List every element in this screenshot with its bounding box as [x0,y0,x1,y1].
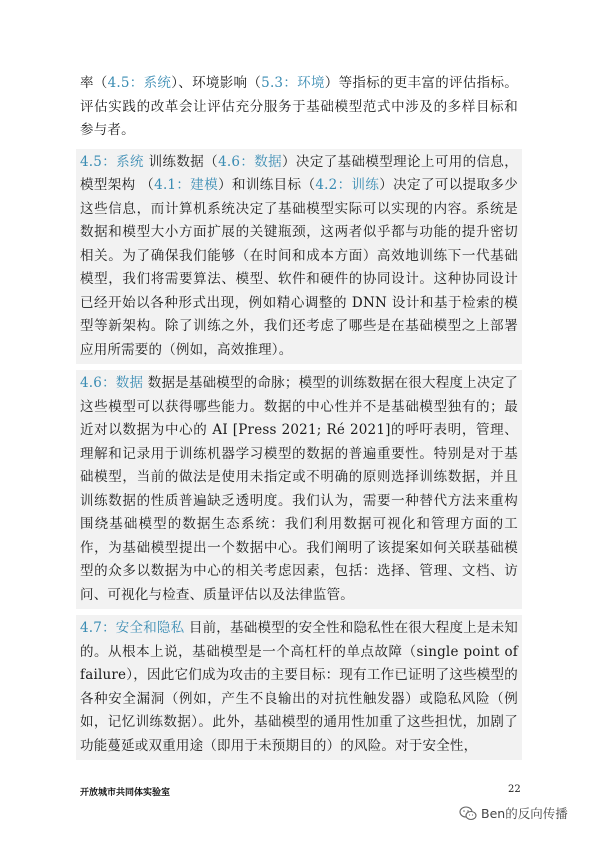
section-link[interactable]: 4.1：建模 [154,177,219,193]
paragraph-text: 数据是基础模型的命脉；模型的训练数据在很大程度上决定了这些模型可以获得哪些能力。数据的中心性并不是基础模型独有的；最近对以数据为中心的 AI [Press 2021; Ré 2021]的呼吁表明，管理、理解和记录用于训练机器学习模型的数据的普遍重要性。特别是对于基础模型，当前的做法是使用未指定或不明确的原则选择训练数据，并且训练数据的性质普遍缺乏透明度。我们认为，需要一种替代方法来重构围绕基础模型的数据生态系统：我们利用数据可视化和管理方面的工作，为基础模型提出一个数据中心。我们阐明了该提案如何关联基础模型的众多以数据为中心的相关考虑因素，包括：选择、管理、文档、访问、可视化与检查、质量评估以及法律监管。 [80,375,519,603]
paragraph-text: ）决定了基础模型理论上可用的信息，模型架构 （ [80,153,518,193]
section-link[interactable]: 4.6：数据 [218,153,283,170]
paragraph-text: 训练数据（ [143,153,219,170]
paragraph-text: 率（ [80,75,108,91]
paragraph-intro [80,72,518,143]
paragraph-text: ）和训练目标（ [218,177,316,193]
footer-lab-name: 开放城市共同体实验室 [80,788,171,798]
section-link[interactable]: 4.7：安全和隐私 [80,620,185,636]
paragraph-section-4-7 [76,615,522,760]
document-body [80,72,518,760]
paragraph-text: 目前，基础模型的安全性和隐私性在很大程度上是未知的。从根本上说，基础模型是一个高杠杆的单点故障（single point of failure），因此它们成为攻击的主要目标：现有工作已证明了这些模型的各种安全漏洞（例如，产生不良输出的对抗性触发器）或隐私风险（例如，记忆训练数据）。此外，基础模型的通用性加重了这些担忧，加剧了功能蔓延或双重用途（即用于未预期目的）的风险。对于安全性， [80,620,518,754]
page-number: 22 [508,784,521,795]
section-link[interactable]: 4.5：系统 [80,153,144,170]
section-link[interactable]: 4.6：数据 [80,375,144,391]
paragraph-text: ）决定了可以提取多少这些信息，而计算机系统决定了基础模型实际可以实现的内容。系统是数据和模型大小方面扩展的关键瓶颈，这两者似乎都与功能的提升密切相关。为了确保我们能够（在时间和成本方面）高效地训练下一代基础模型，我们将需要算法、模型、软件和硬件的协同设计。这种协同设计已经开始以各种形式出现，例如精心调整的 DNN 设计和基于检索的模型等新架构。除了训练之外，我们还考虑了哪些是在基础模型之上部署应用所需要的（例如，高效推理）。 [80,177,519,358]
paragraph-text: ）等指标的更丰富的评估指标。评估实践的改革会让评估充分服务于基础模型范式中涉及的多样目标和参与者。 [80,75,518,138]
paragraph-section-4-6 [76,370,522,609]
section-link[interactable]: 4.2：训练 [315,177,380,193]
watermark [459,804,568,822]
watermark-text: Ben的反向传播 [481,806,568,821]
paragraph-section-4-5 [76,149,522,365]
wechat-icon [459,806,477,821]
section-link[interactable]: 4.5：系统 [107,75,172,91]
paragraph-text: ）、环境影响（ [171,75,262,91]
section-link[interactable]: 5.3：环境 [261,75,325,91]
